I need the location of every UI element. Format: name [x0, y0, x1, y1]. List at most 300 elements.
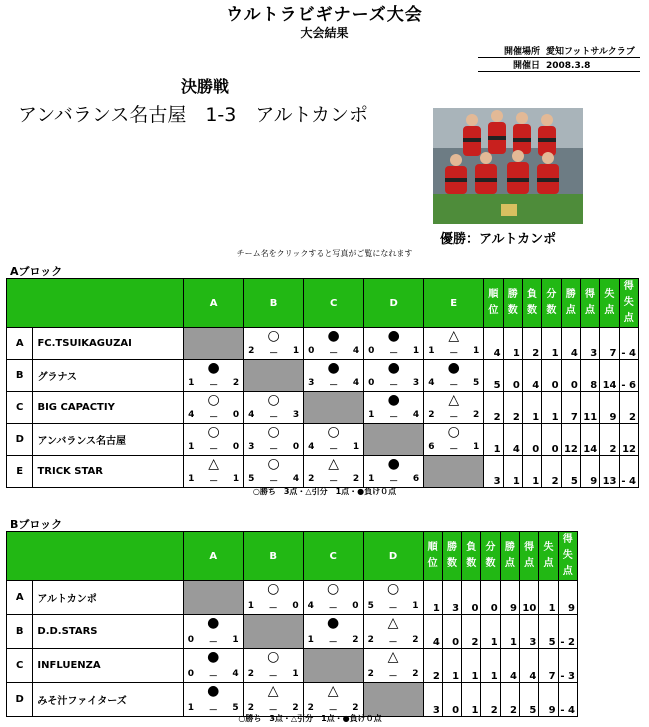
stat-value: 1	[539, 581, 558, 615]
result-symbol: ●	[447, 360, 460, 376]
date-value: 2008.3.8	[546, 61, 591, 71]
result-symbol: ●	[387, 392, 400, 408]
stat-value: 7	[539, 649, 558, 683]
match-cell	[304, 456, 364, 488]
table-row	[7, 424, 639, 456]
score-left: 2	[247, 703, 254, 713]
result-symbol: △	[208, 456, 219, 472]
row-letter: C	[7, 392, 33, 424]
score-left: 2	[308, 474, 315, 484]
table-row	[7, 328, 639, 360]
result-symbol: △	[327, 683, 339, 699]
team-name-link[interactable]: グラナス	[33, 360, 184, 392]
stat-value: 7	[600, 328, 619, 360]
score-left: 2	[428, 410, 435, 420]
match-score	[368, 601, 419, 614]
stat-value: 7	[561, 392, 580, 424]
match-score	[368, 410, 419, 423]
score-left: 4	[308, 442, 315, 452]
match-score	[428, 378, 479, 391]
score-dash: －	[328, 604, 338, 614]
score-right: 4	[292, 474, 300, 484]
stat-header: 得点	[520, 532, 539, 581]
match-cell	[244, 392, 304, 424]
score-dash: －	[389, 413, 399, 423]
row-letter: A	[7, 581, 33, 615]
score-right: 4	[232, 669, 239, 679]
match-score	[368, 669, 419, 682]
score-dash: －	[268, 706, 278, 716]
score-left: 1	[368, 410, 375, 420]
self-match-cell	[363, 683, 423, 717]
venue-value: 愛知フットサルクラブ	[546, 47, 635, 57]
stat-header: 得失点	[558, 532, 577, 581]
match-cell	[184, 456, 244, 488]
match-score	[188, 378, 239, 391]
row-letter: A	[7, 328, 33, 360]
score-dash: －	[389, 381, 399, 391]
result-symbol: ○	[267, 581, 280, 597]
score-left: 2	[307, 703, 314, 713]
table-row	[7, 456, 639, 488]
date-label: 開催日	[512, 61, 540, 71]
row-letter: E	[7, 456, 33, 488]
block-b-title: Bブロック	[10, 518, 63, 531]
team-name-link[interactable]: FC.TSUIKAGUZAI	[33, 328, 184, 360]
score-right: 0	[352, 601, 359, 611]
row-letter: D	[7, 424, 33, 456]
stat-value: 0	[442, 683, 461, 717]
score-left: 6	[428, 442, 435, 452]
self-match-cell	[184, 328, 244, 360]
score-left: 1	[247, 601, 254, 611]
table-row	[7, 649, 578, 683]
block-a-table	[6, 278, 639, 488]
stat-header: 失点	[600, 279, 619, 328]
final-result: アンバランス名古屋 1-3 アルトカンポ	[18, 104, 369, 126]
stat-value: 8	[580, 360, 599, 392]
stat-value: 9	[500, 581, 519, 615]
winner-team-photo	[433, 108, 583, 224]
stat-value: 5	[539, 615, 558, 649]
header-corner	[7, 279, 184, 328]
score-right: 1	[352, 442, 360, 452]
score-right: 1	[412, 601, 419, 611]
match-score	[308, 601, 359, 614]
stat-header: 順位	[423, 532, 442, 581]
match-cell	[364, 360, 424, 392]
score-left: 0	[368, 346, 375, 356]
score-dash: －	[268, 672, 278, 682]
score-right: 2	[232, 378, 240, 388]
result-symbol: △	[448, 328, 460, 344]
score-right: 4	[412, 410, 420, 420]
score-dash: －	[388, 672, 398, 682]
stat-value: 2	[619, 392, 638, 424]
score-right: 3	[292, 410, 300, 420]
score-right: 0	[292, 601, 299, 611]
result-symbol: △	[328, 456, 340, 472]
self-match-cell	[183, 581, 243, 615]
stat-header: 得失点	[619, 279, 638, 328]
stat-value: 5	[484, 360, 503, 392]
score-dash: －	[209, 381, 219, 391]
team-name-link[interactable]: INFLUENZA	[33, 649, 183, 683]
self-match-cell	[424, 456, 484, 488]
result-symbol: ●	[387, 360, 400, 376]
score-right: 5	[232, 703, 239, 713]
stat-value: 2	[500, 683, 519, 717]
stat-header: 分数	[542, 279, 561, 328]
stat-value: 9	[580, 456, 599, 488]
result-symbol: ●	[387, 456, 400, 472]
stat-value: 5	[520, 683, 539, 717]
match-cell	[183, 683, 243, 717]
stat-value: 2	[542, 456, 561, 488]
result-symbol: ○	[447, 424, 460, 440]
stat-value: 4	[423, 615, 442, 649]
result-symbol: ○	[207, 392, 220, 408]
team-name-link[interactable]: TRICK STAR	[33, 456, 184, 488]
score-left: 0	[308, 346, 315, 356]
score-dash: －	[389, 477, 399, 487]
score-left: 2	[367, 635, 374, 645]
match-cell	[243, 581, 303, 615]
row-letter: D	[7, 683, 33, 717]
match-cell	[243, 683, 303, 717]
stat-value: 0	[542, 360, 561, 392]
stat-value: 12	[561, 424, 580, 456]
stat-value: 2	[503, 392, 522, 424]
table-row	[7, 581, 578, 615]
match-score	[368, 346, 419, 359]
match-cell	[243, 649, 303, 683]
score-left: 5	[367, 601, 374, 611]
score-left: 4	[428, 378, 435, 388]
result-symbol: ●	[207, 360, 220, 376]
score-left: 1	[188, 378, 195, 388]
score-right: 1	[232, 474, 240, 484]
result-symbol: ●	[207, 683, 220, 699]
score-left: 1	[368, 474, 375, 484]
team-name-link[interactable]: BIG CAPACTIY	[33, 392, 184, 424]
match-score	[248, 669, 299, 682]
score-dash: －	[388, 604, 398, 614]
column-header-c: C	[303, 532, 363, 581]
column-header-d: D	[364, 279, 424, 328]
result-symbol: ●	[207, 649, 220, 665]
stat-value: - 6	[619, 360, 638, 392]
result-symbol: ○	[267, 456, 280, 472]
stat-value: 1	[522, 392, 541, 424]
venue-label: 開催場所	[503, 47, 540, 57]
column-header-b: B	[244, 279, 304, 328]
stat-value: - 3	[558, 649, 577, 683]
score-left: 0	[187, 669, 195, 679]
score-right: 1	[232, 635, 239, 645]
score-dash: －	[209, 445, 219, 455]
result-symbol: ●	[327, 328, 340, 344]
stat-value: - 2	[558, 615, 577, 649]
block-b-legend: ○勝ち 3点・△引分 1点・●負け０点	[238, 714, 382, 723]
match-cell	[303, 581, 363, 615]
stat-value: 0	[481, 581, 500, 615]
match-cell	[304, 328, 364, 360]
page-title: ウルトラビギナーズ大会	[226, 5, 423, 25]
stat-value: 13	[600, 456, 619, 488]
stat-value: 1	[542, 328, 561, 360]
column-header-c: C	[304, 279, 364, 328]
block-a-legend: ○勝ち 3点・△引分 1点・●負け０点	[252, 487, 397, 496]
score-dash: －	[208, 672, 218, 682]
stat-value: 2	[423, 649, 442, 683]
score-left: 4	[248, 410, 255, 420]
stat-value: - 4	[619, 328, 638, 360]
match-cell	[424, 424, 484, 456]
stat-value: 3	[442, 581, 461, 615]
table-row	[7, 683, 578, 717]
stat-value: 1	[484, 424, 503, 456]
score-dash: －	[449, 445, 459, 455]
score-left: 1	[428, 346, 435, 356]
match-cell	[364, 328, 424, 360]
stat-value: 4	[500, 649, 519, 683]
match-cell	[363, 649, 423, 683]
match-score	[248, 442, 299, 455]
stat-value: 0	[522, 424, 541, 456]
stat-header: 勝点	[561, 279, 580, 328]
score-right: 1	[292, 346, 300, 356]
match-score	[368, 378, 419, 391]
page-subtitle: 大会結果	[300, 26, 349, 40]
score-dash: －	[329, 445, 339, 455]
stat-value: 2	[462, 615, 481, 649]
match-cell	[184, 360, 244, 392]
score-right: 2	[412, 635, 419, 645]
score-left: 1	[307, 635, 314, 645]
result-symbol: ○	[267, 328, 280, 344]
stat-value: - 4	[558, 683, 577, 717]
result-symbol: ○	[267, 392, 280, 408]
row-letter: B	[7, 615, 33, 649]
stat-header: 勝点	[500, 532, 519, 581]
score-right: 1	[412, 346, 420, 356]
column-header-d: D	[363, 532, 423, 581]
stat-value: 9	[539, 683, 558, 717]
score-dash: －	[269, 477, 279, 487]
stat-value: 9	[558, 581, 577, 615]
score-dash: －	[268, 604, 278, 614]
score-dash: －	[208, 638, 218, 648]
result-symbol: ○	[327, 581, 340, 597]
score-right: 2	[352, 703, 359, 713]
match-score	[188, 669, 239, 682]
match-score	[428, 410, 479, 423]
result-symbol: ●	[327, 615, 340, 631]
score-dash: －	[329, 477, 339, 487]
stat-value: 1	[542, 392, 561, 424]
score-left: 1	[187, 703, 195, 713]
stat-value: 9	[600, 392, 619, 424]
stat-value: 2	[481, 683, 500, 717]
score-left: 2	[248, 346, 255, 356]
stat-header: 分数	[481, 532, 500, 581]
match-cell	[244, 424, 304, 456]
row-letter: C	[7, 649, 33, 683]
score-dash: －	[388, 638, 398, 648]
stat-value: 0	[503, 360, 522, 392]
score-dash: －	[269, 349, 279, 359]
column-header-b: B	[243, 532, 303, 581]
result-symbol: ○	[207, 424, 220, 440]
stat-value: 4	[520, 649, 539, 683]
stat-header: 失点	[539, 532, 558, 581]
score-dash: －	[209, 477, 219, 487]
result-symbol: ○	[267, 424, 280, 440]
score-right: 0	[232, 410, 240, 420]
score-right: 1	[472, 346, 480, 356]
match-score	[308, 635, 359, 648]
score-left: 5	[248, 474, 255, 484]
score-right: 1	[292, 669, 299, 679]
score-dash: －	[269, 445, 279, 455]
score-left: 3	[248, 442, 255, 452]
winner-caption: 優勝：アルトカンポ	[440, 232, 557, 247]
stat-value: 0	[542, 424, 561, 456]
stat-header: 負数	[522, 279, 541, 328]
stat-value: 1	[462, 649, 481, 683]
row-letter: B	[7, 360, 33, 392]
stat-value: 12	[619, 424, 638, 456]
stat-value: 14	[580, 424, 599, 456]
stat-value: 10	[520, 581, 539, 615]
match-cell	[303, 615, 363, 649]
result-symbol: ●	[327, 360, 340, 376]
stat-value: 4	[522, 360, 541, 392]
column-header-e: E	[424, 279, 484, 328]
result-symbol: ○	[267, 649, 280, 665]
score-dash: －	[449, 381, 459, 391]
score-dash: －	[269, 413, 279, 423]
match-cell	[244, 456, 304, 488]
team-name-link[interactable]: みそ汁ファイターズ	[33, 683, 183, 717]
stat-value: 1	[481, 649, 500, 683]
result-symbol: △	[387, 649, 399, 665]
match-cell	[183, 649, 243, 683]
score-dash: －	[328, 638, 338, 648]
score-dash: －	[328, 706, 338, 716]
stat-value: 1	[462, 683, 481, 717]
score-left: 1	[188, 442, 195, 452]
score-left: 3	[308, 378, 315, 388]
stat-value: 2	[600, 424, 619, 456]
team-name-link[interactable]: アンバランス名古屋	[33, 424, 184, 456]
stat-value: 1	[481, 615, 500, 649]
match-score	[248, 346, 299, 359]
score-left: 2	[367, 669, 374, 679]
stat-value: 1	[522, 456, 541, 488]
result-symbol: △	[267, 683, 279, 699]
match-cell	[184, 392, 244, 424]
stat-value: 1	[500, 615, 519, 649]
self-match-cell	[364, 424, 424, 456]
stat-value: 1	[503, 456, 522, 488]
match-score	[368, 635, 419, 648]
score-left: 4	[188, 410, 195, 420]
stat-value: 5	[561, 456, 580, 488]
venue-row	[478, 44, 640, 58]
stat-value: 0	[561, 360, 580, 392]
stat-value: 3	[484, 456, 503, 488]
match-score	[248, 410, 299, 423]
stat-value: 3	[580, 328, 599, 360]
score-right: 2	[352, 635, 359, 645]
score-right: 2	[292, 703, 299, 713]
stat-value: 0	[442, 615, 461, 649]
score-left: 4	[307, 601, 314, 611]
result-symbol: ○	[327, 424, 340, 440]
stat-value: 4	[561, 328, 580, 360]
self-match-cell	[243, 615, 303, 649]
team-name-link[interactable]: アルトカンポ	[33, 581, 183, 615]
stat-header: 勝数	[503, 279, 522, 328]
match-score	[308, 378, 359, 391]
match-cell	[304, 424, 364, 456]
stat-value: - 4	[619, 456, 638, 488]
stat-header: 得点	[580, 279, 599, 328]
header-corner	[7, 532, 184, 581]
stat-header: 順位	[484, 279, 503, 328]
score-dash: －	[449, 413, 459, 423]
block-b-table	[6, 531, 578, 717]
match-cell	[363, 581, 423, 615]
match-score	[248, 601, 299, 614]
match-cell	[424, 392, 484, 424]
score-left: 0	[187, 635, 195, 645]
score-dash: －	[208, 706, 218, 716]
score-right: 1	[472, 442, 480, 452]
score-right: 0	[292, 442, 300, 452]
result-symbol: △	[387, 615, 399, 631]
stat-value: 0	[462, 581, 481, 615]
score-right: 4	[352, 346, 360, 356]
match-score	[428, 346, 479, 359]
stat-value: 4	[484, 328, 503, 360]
score-right: 6	[412, 474, 420, 484]
stat-value: 3	[423, 683, 442, 717]
stat-value: 4	[503, 424, 522, 456]
score-dash: －	[209, 413, 219, 423]
self-match-cell	[303, 649, 363, 683]
score-right: 3	[412, 378, 420, 388]
match-cell	[303, 683, 363, 717]
stat-value: 1	[442, 649, 461, 683]
team-name-link[interactable]: D.D.STARS	[33, 615, 183, 649]
match-score	[428, 442, 479, 455]
team-photo-image	[433, 108, 583, 224]
match-cell	[183, 615, 243, 649]
result-symbol: ●	[207, 615, 220, 631]
result-symbol: △	[448, 392, 460, 408]
stat-value: 14	[600, 360, 619, 392]
stat-value: 3	[520, 615, 539, 649]
score-right: 2	[412, 669, 419, 679]
match-cell	[184, 424, 244, 456]
result-symbol: ○	[386, 581, 400, 597]
score-dash: －	[329, 381, 339, 391]
date-row	[478, 58, 640, 72]
self-match-cell	[304, 392, 364, 424]
